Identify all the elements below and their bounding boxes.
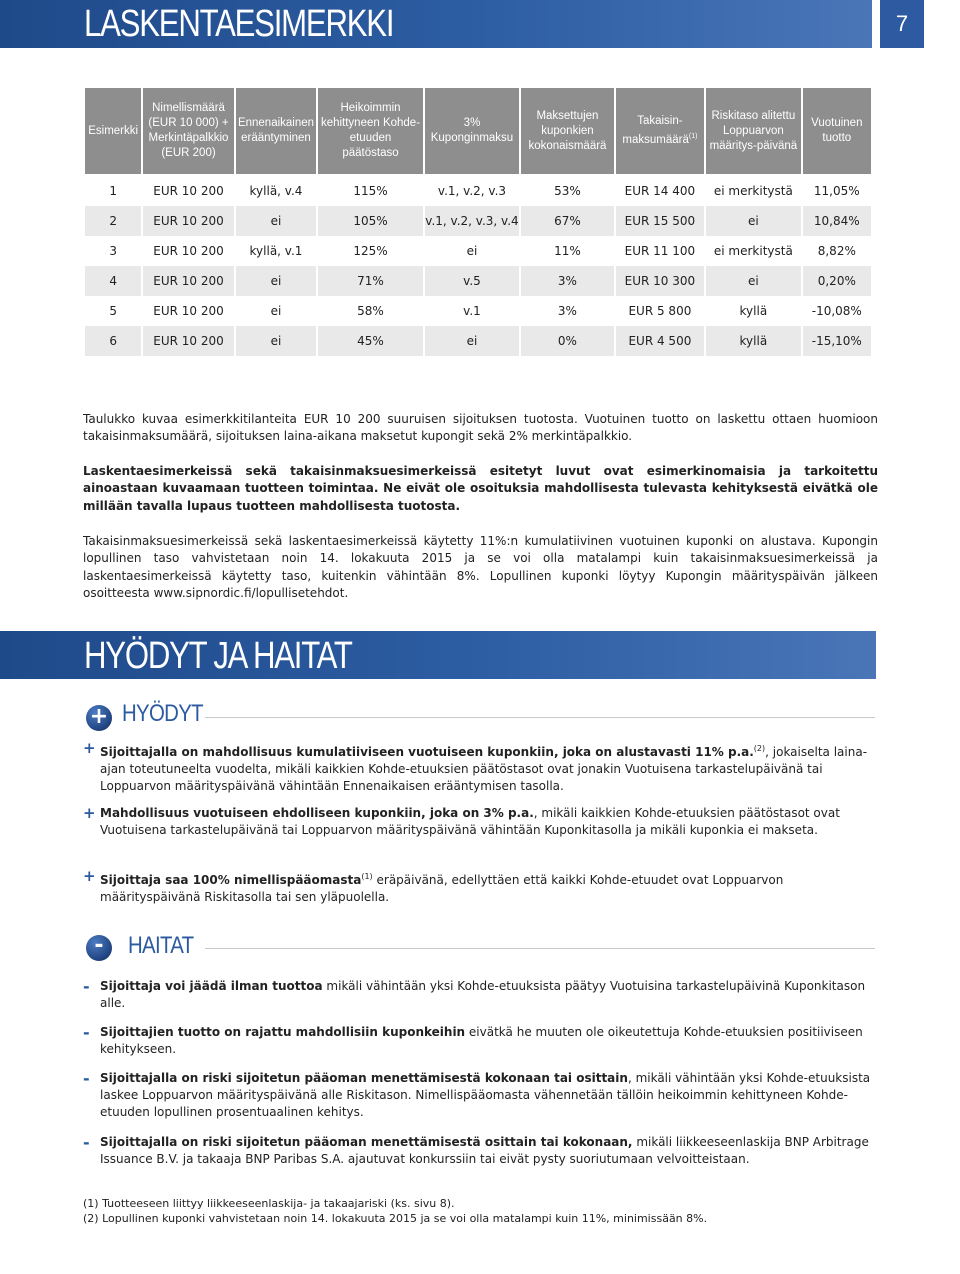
header-banner [0,0,872,48]
drawback-bold: Sijoittajalla on riski sijoitetun pääoman menettämisestä osittain tai kokonaan, [100,1135,633,1149]
benefit-bold: Sijoittajalla on mahdollisuus kumulatiiviseen vuotuiseen kuponkiin, joka on alustavasti 11% p.a. [100,745,754,759]
drawback-text: eivätkä he muuten ole oikeutettuja Kohde-etuuksien positiiviseen kehitykseen. [100,1025,863,1056]
drawback-text: mikäli liikkeeseenlaskija BNP Arbitrage Issuance B.V. ja takaaja BNP Paribas S.A. ajautuvat konkurssiin tai eivät pysty suoriutumaan velvoitteistaan. [100,1135,869,1166]
page-title: LASKENTAESIMERKKI [84,3,394,45]
cell: 125% [353,244,388,258]
cell: EUR 4 500 [616,326,704,356]
cell: 3 [109,244,117,258]
footnote: (2) Lopullinen kuponki vahvistetaan noin 14. lokakuuta 2015 ja se voi olla matalampi kuin 11%, minimissään 8%. [83,1212,708,1225]
plus-bullet-icon: + [83,867,96,885]
cell: 0,20% [803,266,871,296]
cell: ei [236,266,317,296]
col-header-redemption [616,88,704,174]
drawback-item [100,978,875,1012]
minus-bullet-icon: - [83,977,90,996]
cell: EUR 11 100 [624,244,696,258]
cell: 8,82% [817,244,856,258]
table-row [85,176,871,206]
cell: ei [425,326,519,356]
cell: kyllä [706,326,800,356]
col-header-nominal: Nimellismäärä (EUR 10 000) + Merkintäpalkkio (EUR 200) [143,88,233,174]
table-description: Taulukko kuvaa esimerkkitilanteita EUR 10 200 suuruisen sijoituksen tuotosta. Vuotuinen tuotto on laskettu ottaen huomioon takaisinmaksumäärä, sijoituksen laina-aikana maksetut kupongit sekä 2% merkintäpalkkio. [83,412,878,444]
drawback-text: mikäli vähintään yksi Kohde-etuuksista päätyy Vuotuisina tarkastelupäivinä Kuponkitason alle. [100,979,866,1010]
drawbacks-heading: HAITAT [128,932,194,959]
table-row [85,236,871,266]
drawback-bold: Sijoittajalla on riski sijoitetun pääoman menettämisestä kokonaan tai osittain [100,1071,628,1085]
minus-icon: - [86,935,112,961]
cell: 0% [521,326,613,356]
cell: 1 [109,184,117,198]
cell: EUR 10 200 [143,326,233,356]
table-row [85,326,871,356]
cell: EUR 15 500 [616,206,704,236]
divider [205,948,875,949]
drawback-bold: Sijoittajien tuotto on rajattu mahdollisiin kuponkeihin [100,1025,466,1039]
cell: -15,10% [803,326,871,356]
benefit-item [100,740,875,795]
cell: EUR 5 800 [628,304,692,318]
drawback-item [100,1134,875,1168]
drawback-text: , mikäli vähintään yksi Kohde-etuuksista laskee Loppuarvon määrityspäivänä alle Riskitason. Nimellispääomasta vähennetään tällöin heikoimmin kehittyneen Kohde-etuuden lopullinen prosentuaalinen kehitys. [100,1071,871,1119]
cell: 10,84% [803,206,871,236]
benefit-item [100,805,875,839]
footnote: (1) Tuotteeseen liittyy liikkeeseenlaskija- ja takaajariski (ks. sivu 8). [83,1197,455,1210]
cell: ei merkitystä [713,184,793,198]
example-table [83,88,873,356]
table-header-row [85,88,871,174]
drawback-item [100,1024,875,1058]
cell: EUR 10 200 [153,244,224,258]
divider [205,717,875,718]
cell: v.1 [463,304,481,318]
cell: 105% [318,206,423,236]
cell: 4 [85,266,141,296]
section-banner [0,631,876,679]
cell: kyllä [739,304,768,318]
table-row [85,296,871,326]
cell: ei [466,244,478,258]
plus-icon: + [86,705,112,731]
cell: 6 [85,326,141,356]
col-header-example: Esimerkki [85,88,141,174]
cell: ei [706,206,800,236]
cell: 58% [357,304,384,318]
minus-bullet-icon: - [83,1069,90,1088]
page-number: 7 [880,0,924,48]
benefits-heading: HYÖDYT [122,700,203,727]
section-title: HYÖDYT JA HAITAT [84,635,352,677]
cell: 53% [554,184,581,198]
col-header-coupon: 3% Kuponginmaksu [425,88,519,174]
cell: EUR 10 200 [153,184,224,198]
cell: EUR 10 200 [143,206,233,236]
cell: 71% [318,266,423,296]
benefit-text: , jokaiselta laina-ajan toteutuneelta vuodelta, mikäli kaikkien Kohde-etuuksien päätöstasot ovat jonakin Vuotuisena tarkastelupäivänä tai Loppuarvon määrityspäivänä vähintään Ennenaikaisen erääntymisen tasolla. [100,745,868,793]
drawback-bold: Sijoittaja voi jäädä ilman tuottoa [100,979,323,993]
plus-bullet-icon: + [83,739,96,757]
benefit-text: , mikäli kaikkien Kohde-etuuksien päätöstasot ovat Vuotuisena tarkastelupäivänä tai Loppuarvon määrityspäivänä vähintään Kuponkitasolla ja mikäli kuponkia ei makseta. [100,806,840,837]
col-header-worst-performer: Heikoimmin kehittyneen Kohde-etuuden päätöstaso [318,88,423,174]
benefit-bold: Mahdollisuus vuotuiseen ehdolliseen kuponkiin, joka on 3% p.a. [100,806,534,820]
cell: -10,08% [811,304,862,318]
plus-bullet-icon: + [83,804,96,822]
col-header-annual-return: Vuotuinen tuotto [803,88,871,174]
table-row [85,266,871,296]
cell: EUR 10 200 [143,266,233,296]
cell: 11% [554,244,581,258]
cell: ei [270,304,282,318]
cell: v.5 [425,266,519,296]
benefit-text: eräpäivänä, edellyttäen että kaikki Kohde-etuudet ovat Loppuarvon määrityspäivänä Riskitasolla tai sen yläpuolella. [100,873,784,904]
minus-bullet-icon: - [83,1023,90,1042]
cell: ei [706,266,800,296]
cell: EUR 14 400 [624,184,696,198]
cell: 5 [109,304,117,318]
cell: 67% [521,206,613,236]
cell: 2 [85,206,141,236]
col-header-early-redemption: Ennenaikainen erääntyminen [236,88,317,174]
cell: ei merkitystä [713,244,793,258]
cell: kyllä, v.4 [249,184,303,198]
cell: 3% [521,266,613,296]
col-header-coupon-total: Maksettujen kuponkien kokonaismäärä [521,88,613,174]
cell: 11,05% [813,184,860,198]
cell: v.1, v.2, v.3 [437,184,507,198]
coupon-paragraph: Takaisinmaksuesimerkeissä sekä laskentaesimerkeissä käytetty 11%:n kumulatiivinen vuotuinen kuponki on alustava. Kupongin lopullinen taso vahvistetaan noin 14. lokakuuta 2015 ja se voi olla matalampi kuin takaisinmaksuesimerkeissä ja laskentaesimerkeissä käytetty taso, kuitenkin vähintään 8%. Lopullinen kuponki löytyy Kupongin määrityspäivän jälkeen osoitteesta www.sipnordic.fi/lopullisetehdot. [83,534,878,600]
disclaimer-bold-2: Ne eivät ole osoituksia mahdollisesta tulevasta kehityksestä eivätkä ole millään tavalla lupaus tuotteen mahdollisesta tuotosta. [83,481,878,513]
cell: 45% [318,326,423,356]
cell: ei [236,206,317,236]
footnote-ref: (1) [688,133,698,141]
drawback-item [100,1070,875,1121]
footnote-ref: (2) [753,744,766,753]
cell: 115% [353,184,388,198]
disclaimer-paragraph [83,463,878,515]
benefit-bold: Sijoittaja saa 100% nimellispääomasta [100,873,362,887]
table-row [85,206,871,236]
cell: v.1, v.2, v.3, v.4 [425,206,519,236]
benefit-item [100,868,875,906]
cell: EUR 10 300 [616,266,704,296]
cell: kyllä, v.1 [249,244,303,258]
cell: 3% [557,304,577,318]
footnote-ref: (1) [361,872,373,881]
disclaimer-bold-1: Laskentaesimerkeissä sekä takaisinmaksuesimerkeissä esitetyt luvut ovat esimerkinomaisia ja tarkoitettu ainoastaan kuvaamaan tuotteen toimintaa. [83,464,878,496]
redemption-header-label: Takaisin-maksumäärä [622,115,689,146]
col-header-risk-level: Riskitaso alitettu Loppuarvon määritys-päivänä [706,88,800,174]
minus-bullet-icon: - [83,1133,90,1152]
cell: EUR 10 200 [153,304,224,318]
cell: ei [236,326,317,356]
